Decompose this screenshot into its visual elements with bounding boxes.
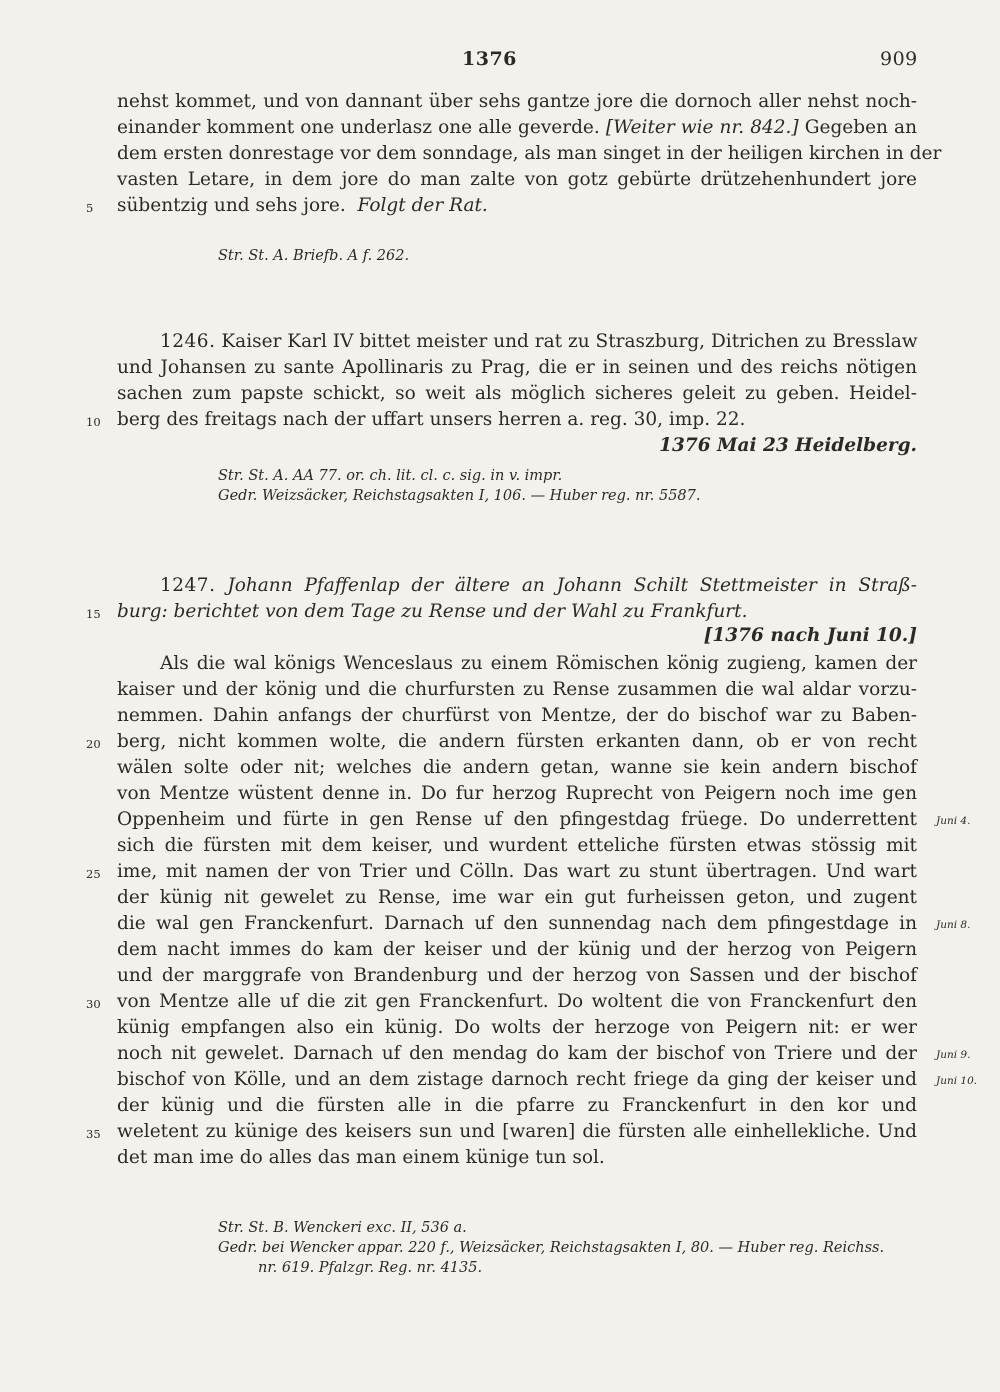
document-title: burg: berichtet von dem Tage zu Rense und der Wahl zu Frankfurt. — [117, 601, 748, 622]
text-line — [117, 116, 917, 140]
text-line: kaiser und der könig und die churfursten zu Rense zusammen die wal aldar vorzu- — [117, 679, 917, 700]
source-reference: Str. St. B. Wenckeri exc. II, 536 a. — [218, 1220, 467, 1236]
text-line: noch nit gewelet. Darnach uf den mendag do kam der bischof von Triere und der — [117, 1043, 917, 1064]
text-line: det man ime do alles das man einem künige tun sol. — [117, 1147, 605, 1168]
page-number: 909 — [880, 48, 918, 70]
document-date: 1376 Mai 23 Heidelberg. — [659, 435, 917, 456]
text-line: nemmen. Dahin anfangs der churfürst von Mentze, der do bischof war zu Baben- — [117, 705, 917, 726]
text-segment: Kaiser Karl IV bittet meister und rat zu Straszburg, Ditrichen zu Bresslaw — [221, 331, 918, 352]
line-number: 25 — [86, 867, 101, 881]
text-segment: einander komment one underlasz one alle geverde. — [117, 117, 600, 138]
margin-date-note: Juni 10. — [936, 1075, 978, 1087]
text-line — [160, 574, 917, 598]
text-line: und Johansen zu sante Apollinaris zu Prag, die er in seinen und des reichs nötigen — [117, 357, 917, 378]
line-number: 15 — [86, 607, 101, 621]
margin-date-note: Juni 4. — [936, 815, 971, 827]
document-number: 1247. — [160, 575, 216, 596]
document-title: Johann Pfaffenlap der ältere an Johann Schilt Stettmeister in Straß- — [227, 575, 917, 596]
text-line: vasten Letare, in dem jore do man zalte von gotz gebürte drützehenhundert jore — [117, 169, 917, 190]
line-number: 20 — [86, 737, 101, 751]
line-number: 30 — [86, 997, 101, 1011]
text-line: die wal gen Franckenfurt. Darnach uf den sunnendag nach dem pfingestdage in — [117, 913, 917, 934]
text-line: von Mentze wüstent denne in. Do fur herzog Ruprecht von Peigern noch ime gen — [117, 783, 917, 804]
text-line: Als die wal königs Wenceslaus zu einem Römischen könig zugieng, kamen der — [160, 653, 917, 674]
line-number: 5 — [86, 201, 94, 215]
text-line: dem ersten donrestage vor dem sonndage, als man singet in der heiligen kirchen in der — [117, 143, 942, 164]
text-line: ime, mit namen der von Trier und Cölln. Das wart zu stunt übertragen. Und wart — [117, 861, 917, 882]
text-segment: sachen zum papste schickt, so weit als möglich sicheres geleit zu geben. — [117, 383, 840, 404]
text-line: und der marggrafe von Brandenburg und der herzog von Sassen und der bischof — [117, 965, 917, 986]
text-segment: Gegeben an — [804, 117, 917, 138]
text-line: Oppenheim und fürte in gen Rense uf den pfingestdag früege. Do underrettent — [117, 809, 917, 830]
text-line — [117, 194, 917, 218]
document-number: 1246. — [160, 331, 216, 352]
text-line: von Mentze alle uf die zit gen Franckenfurt. Do woltent die von Franckenfurt den — [117, 991, 917, 1012]
text-line: nehst kommet, und von dannant über sehs gantze jore die dornoch aller nehst noch- — [117, 91, 917, 112]
margin-date-note: Juni 8. — [936, 919, 971, 931]
text-line — [117, 382, 917, 406]
print-reference: Gedr. bei Wencker appar. 220 f., Weizsäcker, Reichstagsakten I, 80. — Huber reg. Reichss. — [218, 1240, 885, 1256]
source-reference: Str. St. A. AA 77. or. ch. lit. cl. c. sig. in v. impr. — [218, 468, 563, 484]
text-line: der künig und die fürsten alle in die pfarre zu Franckenfurt in den kor und — [117, 1095, 917, 1116]
text-line: weletent zu künige des keisers sun und [waren] die fürsten alle einhellekliche. Und — [117, 1121, 917, 1142]
document-date: [1376 nach Juni 10.] — [703, 625, 917, 646]
line-number: 10 — [86, 415, 101, 429]
text-line: dem nacht immes do kam der keiser und der künig und der herzog von Peigern — [117, 939, 917, 960]
text-line: wälen solte oder nit; welches die andern getan, wanne sie kein andern bischof — [117, 757, 917, 778]
running-head-year: 1376 — [462, 48, 517, 70]
text-segment: Heidel- — [849, 383, 917, 404]
line-number: 35 — [86, 1127, 101, 1141]
text-segment: sübentzig und sehs jore. — [117, 195, 346, 216]
source-reference: Str. St. A. Briefb. A f. 262. — [218, 248, 410, 264]
margin-date-note: Juni 9. — [936, 1049, 971, 1061]
text-line: der künig nit gewelet zu Rense, ime war ein gut furheissen geton, und zugent — [117, 887, 917, 908]
text-line: berg des freitags nach der uffart unsers herren a. reg. 30, imp. 22. — [117, 409, 746, 430]
print-reference: nr. 619. Pfalzgr. Reg. nr. 4135. — [258, 1260, 483, 1276]
text-line: berg, nicht kommen wolte, die andern fürsten erkanten dann, ob er von recht — [117, 731, 917, 752]
text-line: künig empfangen also ein künig. Do wolts der herzoge von Peigern nit: er wer — [117, 1017, 917, 1038]
bracket-note: [Weiter wie nr. 842.] — [605, 117, 799, 138]
text-line — [160, 330, 917, 354]
editorial-note: Folgt der Rat. — [357, 195, 488, 216]
text-line: bischof von Kölle, und an dem zistage darnoch recht friege da ging der keiser und — [117, 1069, 917, 1090]
text-line: sich die fürsten mit dem keiser, und wurdent etteliche fürsten etwas stössig mit — [117, 835, 917, 856]
print-reference: Gedr. Weizsäcker, Reichstagsakten I, 106. — Huber reg. nr. 5587. — [218, 488, 701, 504]
